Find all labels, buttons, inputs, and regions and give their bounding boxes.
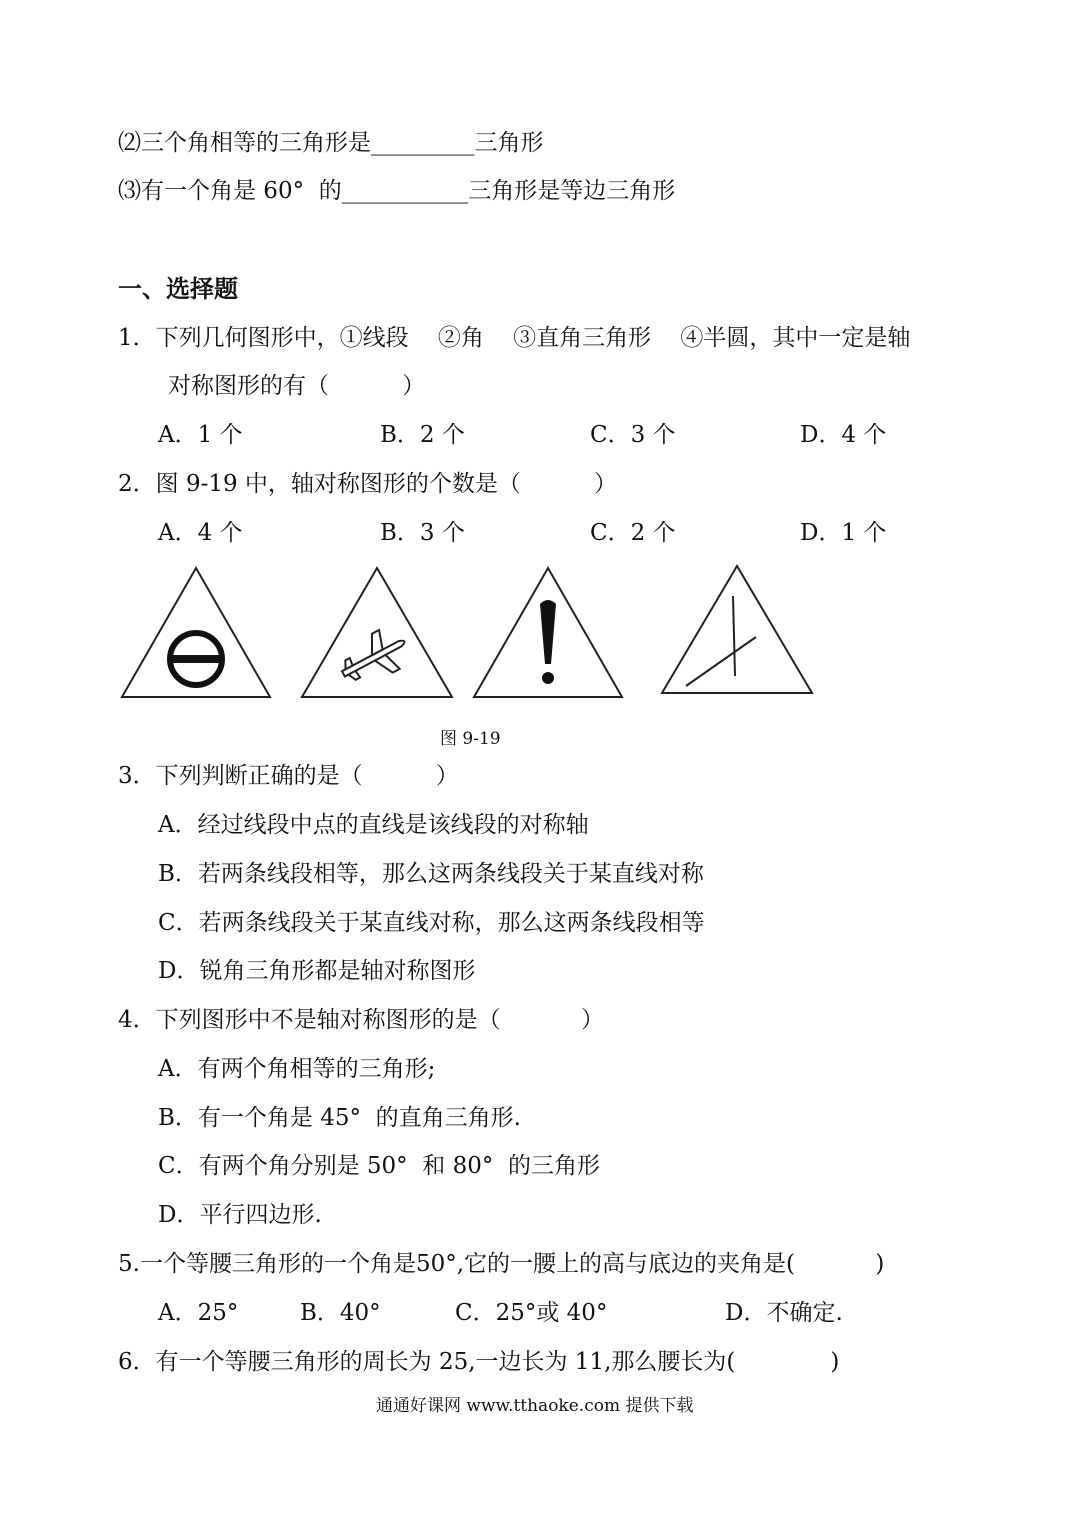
- q1-option-d: D．4 个: [800, 422, 887, 448]
- question-1-stem: 1．下列几何图形中，①线段 ②角 ③直角三角形 ④半圆，其中一定是轴: [118, 325, 911, 351]
- question-2-stem: 2．图 9-19 中，轴对称图形的个数是（ ）: [118, 471, 618, 497]
- airplane-icon: [302, 568, 452, 697]
- figure-9-19: [110, 560, 830, 705]
- question-6-stem: 6．有一个等腰三角形的周长为 25,一边长为 11,那么腰长为( ): [118, 1349, 840, 1375]
- q3-option-b: B．若两条线段相等，那么这两条线段关于某直线对称: [158, 861, 704, 887]
- exclamation-icon: [474, 568, 622, 697]
- q4-option-d: D．平行四边形.: [158, 1202, 322, 1228]
- q2-option-b: B．3 个: [380, 520, 465, 546]
- question-5-stem: 5.一个等腰三角形的一个角是50°,它的一腰上的高与底边的夹角是( ): [118, 1251, 885, 1277]
- footer-credit: 通通好课网 www.tthaoke.com 提供下载: [376, 1396, 694, 1416]
- figure-caption: 图 9-19: [440, 729, 501, 749]
- q2-option-a: A．4 个: [158, 520, 243, 546]
- q5-option-c: C．25°或 40°: [455, 1300, 608, 1326]
- section-title: 一、选择题: [118, 274, 238, 303]
- q5-option-b: B．40°: [300, 1300, 381, 1326]
- q1-option-a: A．1 个: [158, 422, 243, 448]
- q1-option-b: B．2 个: [380, 422, 465, 448]
- cross-lines-icon: [662, 566, 812, 693]
- q2-option-c: C．2 个: [590, 520, 676, 546]
- q4-option-c: C．有两个角分别是 50° 和 80° 的三角形: [158, 1153, 600, 1179]
- q2-option-d: D．1 个: [800, 520, 887, 546]
- q3-option-a: A．经过线段中点的直线是该线段的对称轴: [158, 812, 589, 838]
- q4-option-a: A．有两个角相等的三角形;: [158, 1056, 436, 1082]
- no-entry-icon: [122, 568, 270, 697]
- q5-option-d: D．不确定.: [725, 1300, 843, 1326]
- q5-option-a: A．25°: [158, 1300, 239, 1326]
- q4-option-b: B．有一个角是 45° 的直角三角形.: [158, 1105, 521, 1131]
- q3-option-c: C．若两条线段关于某直线对称，那么这两条线段相等: [158, 910, 705, 936]
- question-3-stem: 3．下列判断正确的是（ ）: [118, 763, 459, 789]
- fill-blank-2: ⑵三个角相等的三角形是_________三角形: [118, 130, 544, 156]
- q3-option-d: D．锐角三角形都是轴对称图形: [158, 958, 476, 984]
- question-4-stem: 4．下列图形中不是轴对称图形的是（ ）: [118, 1007, 605, 1033]
- question-1-stem-cont: 对称图形的有（ ）: [168, 373, 426, 399]
- q1-option-c: C．3 个: [590, 422, 676, 448]
- fill-blank-3: ⑶有一个角是 60° 的___________三角形是等边三角形: [118, 178, 676, 204]
